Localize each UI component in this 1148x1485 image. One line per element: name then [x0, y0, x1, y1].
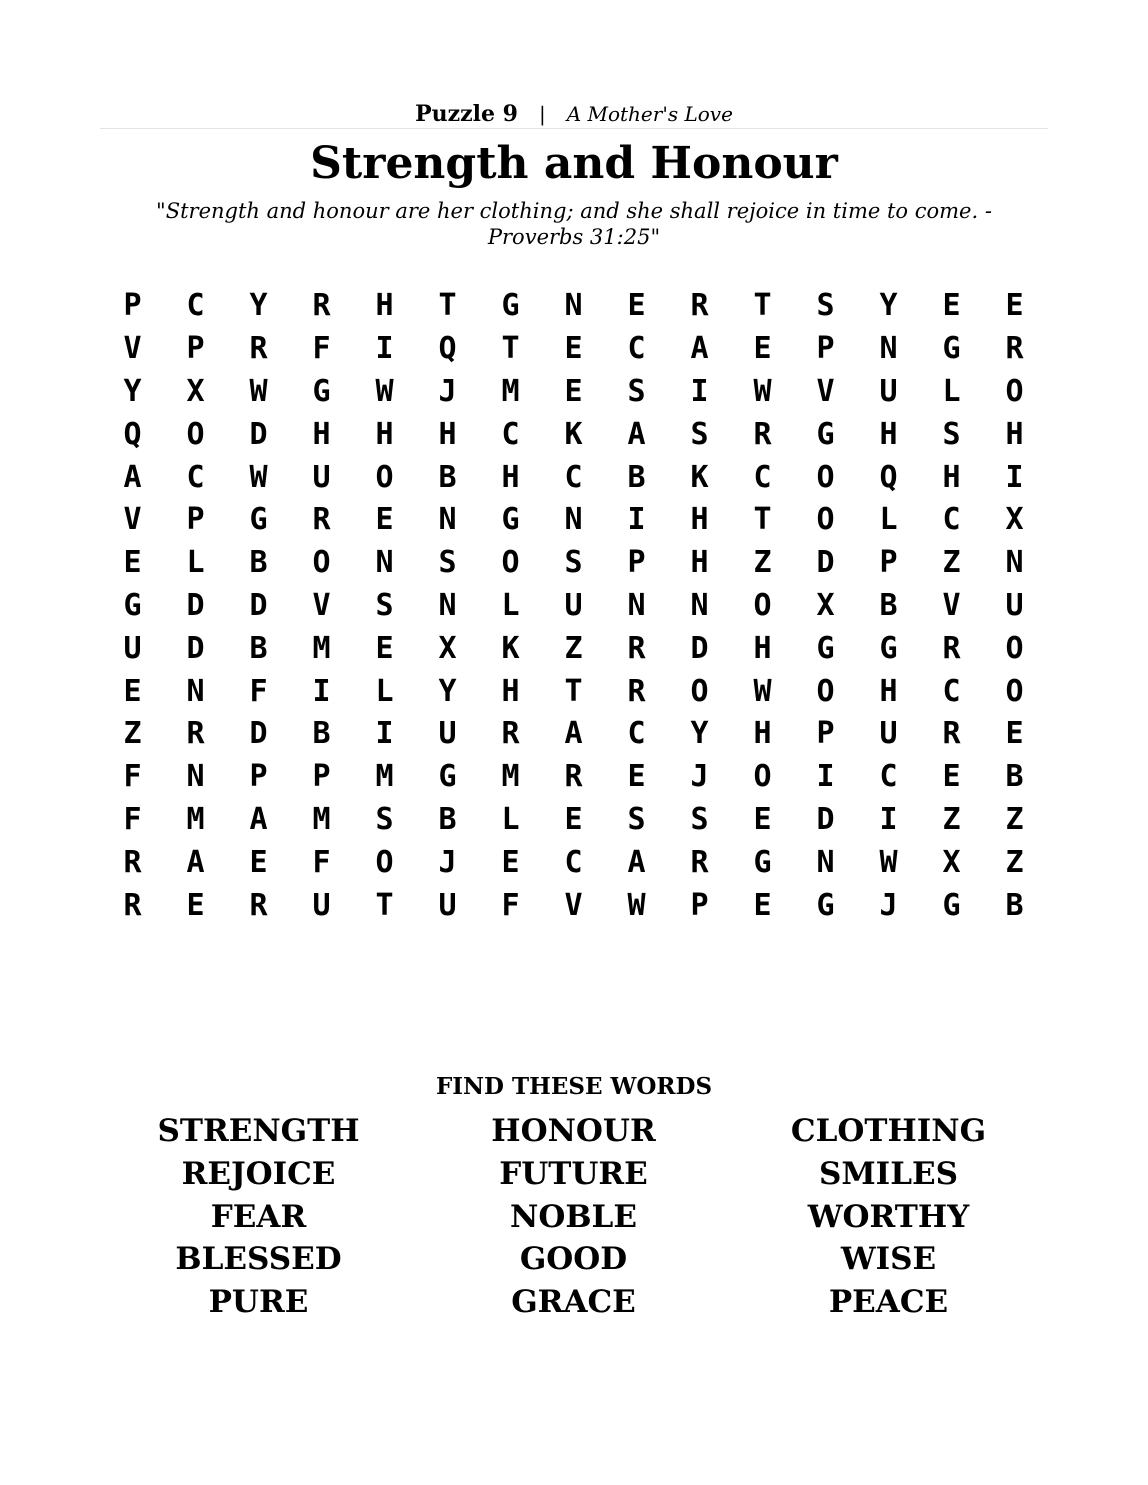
word-item: NOBLE: [510, 1198, 637, 1235]
grid-cell[interactable]: Y: [879, 288, 898, 324]
grid-cell[interactable]: S: [690, 801, 709, 837]
grid-cell[interactable]: R: [942, 630, 961, 666]
grid-cell[interactable]: T: [753, 288, 772, 324]
grid-cell[interactable]: E: [123, 545, 142, 581]
grid-cell[interactable]: P: [186, 502, 205, 538]
header-separator: |: [538, 102, 546, 126]
letter-grid: [101, 285, 1046, 927]
grid-cell[interactable]: G: [816, 416, 835, 452]
grid-cell[interactable]: N: [438, 587, 457, 623]
grid-cell[interactable]: U: [312, 887, 331, 923]
word-item: GOOD: [519, 1241, 628, 1278]
grid-cell[interactable]: A: [123, 459, 142, 495]
grid-cell[interactable]: V: [123, 331, 142, 367]
grid-cell[interactable]: F: [123, 759, 142, 795]
grid-cell[interactable]: G: [249, 502, 268, 538]
grid-row: [101, 627, 1046, 670]
grid-cell[interactable]: H: [312, 416, 331, 452]
grid-cell[interactable]: G: [753, 844, 772, 880]
grid-cell[interactable]: R: [249, 887, 268, 923]
puzzle-title: Strength and Honour: [310, 138, 838, 189]
grid-cell[interactable]: D: [249, 587, 268, 623]
word-item: FEAR: [210, 1198, 307, 1235]
grid-cell[interactable]: G: [312, 373, 331, 409]
grid-cell[interactable]: Z: [942, 545, 961, 581]
grid-cell[interactable]: R: [564, 759, 583, 795]
grid-row: [101, 841, 1046, 884]
grid-row: [101, 456, 1046, 499]
grid-cell[interactable]: R: [123, 844, 142, 880]
grid-cell[interactable]: L: [942, 373, 961, 409]
grid-cell[interactable]: N: [564, 288, 583, 324]
grid-cell[interactable]: R: [942, 716, 961, 752]
grid-cell[interactable]: S: [690, 416, 709, 452]
grid-cell[interactable]: H: [501, 673, 520, 709]
grid-cell[interactable]: I: [879, 801, 898, 837]
grid-cell[interactable]: P: [879, 545, 898, 581]
grid-cell[interactable]: Q: [123, 416, 142, 452]
grid-row: [101, 499, 1046, 542]
grid-cell[interactable]: M: [312, 801, 331, 837]
grid-cell[interactable]: S: [627, 801, 646, 837]
grid-cell[interactable]: S: [375, 801, 394, 837]
grid-cell[interactable]: L: [186, 545, 205, 581]
grid-cell[interactable]: W: [753, 673, 772, 709]
grid-cell[interactable]: R: [312, 288, 331, 324]
grid-cell[interactable]: A: [564, 716, 583, 752]
grid-cell[interactable]: T: [753, 502, 772, 538]
grid-cell[interactable]: D: [186, 630, 205, 666]
word-item: BLESSED: [175, 1241, 342, 1278]
grid-cell[interactable]: O: [690, 673, 709, 709]
grid-cell[interactable]: Z: [564, 630, 583, 666]
grid-cell[interactable]: R: [690, 288, 709, 324]
grid-cell[interactable]: T: [438, 288, 457, 324]
grid-cell[interactable]: Z: [942, 801, 961, 837]
grid-cell[interactable]: Z: [123, 716, 142, 752]
grid-cell[interactable]: H: [753, 716, 772, 752]
grid-cell[interactable]: S: [942, 416, 961, 452]
word-item: STRENGTH: [157, 1113, 360, 1149]
grid-cell[interactable]: V: [123, 502, 142, 538]
grid-cell[interactable]: G: [501, 502, 520, 538]
grid-cell[interactable]: R: [312, 502, 331, 538]
grid-cell[interactable]: X: [438, 630, 457, 666]
grid-cell[interactable]: P: [123, 288, 142, 324]
grid-cell[interactable]: D: [249, 716, 268, 752]
grid-cell[interactable]: D: [816, 545, 835, 581]
grid-cell[interactable]: F: [123, 801, 142, 837]
grid-cell[interactable]: X: [1005, 502, 1024, 538]
grid-cell[interactable]: E: [753, 887, 772, 923]
grid-cell[interactable]: U: [438, 887, 457, 923]
grid-cell[interactable]: P: [312, 759, 331, 795]
header-divider: [100, 128, 1048, 129]
grid-cell[interactable]: U: [879, 716, 898, 752]
grid-cell[interactable]: G: [501, 288, 520, 324]
grid-cell[interactable]: L: [501, 801, 520, 837]
grid-cell[interactable]: E: [123, 673, 142, 709]
grid-cell[interactable]: P: [690, 887, 709, 923]
grid-cell[interactable]: O: [1005, 630, 1024, 666]
grid-cell[interactable]: H: [942, 459, 961, 495]
grid-cell[interactable]: D: [816, 801, 835, 837]
grid-cell[interactable]: J: [879, 887, 898, 923]
grid-cell[interactable]: R: [627, 673, 646, 709]
grid-cell[interactable]: D: [186, 587, 205, 623]
grid-cell[interactable]: B: [627, 459, 646, 495]
grid-cell[interactable]: R: [690, 844, 709, 880]
grid-cell[interactable]: F: [312, 844, 331, 880]
grid-cell[interactable]: Y: [690, 716, 709, 752]
grid-cell[interactable]: B: [1005, 759, 1024, 795]
grid-cell[interactable]: E: [564, 373, 583, 409]
grid-cell[interactable]: O: [375, 459, 394, 495]
grid-cell[interactable]: E: [627, 288, 646, 324]
grid-row: [101, 371, 1046, 414]
verse-line-2: Proverbs 31:25": [487, 225, 661, 249]
grid-cell[interactable]: H: [501, 459, 520, 495]
grid-cell[interactable]: B: [438, 459, 457, 495]
book-title: A Mother's Love: [566, 102, 733, 126]
grid-row: [101, 713, 1046, 756]
grid-cell[interactable]: P: [816, 331, 835, 367]
grid-cell[interactable]: C: [186, 288, 205, 324]
grid-cell[interactable]: O: [816, 502, 835, 538]
grid-cell[interactable]: N: [564, 502, 583, 538]
grid-cell[interactable]: E: [942, 288, 961, 324]
grid-cell[interactable]: A: [249, 801, 268, 837]
verse-quote: [110, 198, 1038, 250]
grid-cell[interactable]: K: [501, 630, 520, 666]
grid-cell[interactable]: B: [249, 630, 268, 666]
grid-cell[interactable]: H: [690, 502, 709, 538]
grid-cell[interactable]: F: [312, 331, 331, 367]
grid-cell[interactable]: Z: [1005, 844, 1024, 880]
grid-cell[interactable]: O: [816, 673, 835, 709]
grid-cell[interactable]: V: [942, 587, 961, 623]
grid-cell[interactable]: S: [438, 545, 457, 581]
grid-cell[interactable]: W: [375, 373, 394, 409]
grid-cell[interactable]: C: [564, 844, 583, 880]
grid-cell[interactable]: N: [816, 844, 835, 880]
grid-cell[interactable]: O: [375, 844, 394, 880]
grid-cell[interactable]: Q: [879, 459, 898, 495]
grid-row: [101, 542, 1046, 585]
grid-cell[interactable]: J: [438, 373, 457, 409]
grid-row: [101, 799, 1046, 842]
grid-cell[interactable]: I: [375, 716, 394, 752]
word-list: [101, 1110, 1046, 1324]
grid-cell[interactable]: H: [375, 416, 394, 452]
grid-cell[interactable]: C: [942, 673, 961, 709]
grid-cell[interactable]: U: [123, 630, 142, 666]
grid-row: [101, 328, 1046, 371]
grid-cell[interactable]: M: [501, 373, 520, 409]
grid-cell[interactable]: E: [186, 887, 205, 923]
grid-cell[interactable]: C: [627, 331, 646, 367]
find-words-heading: FIND THESE WORDS: [435, 1073, 713, 1100]
grid-cell[interactable]: F: [249, 673, 268, 709]
grid-cell[interactable]: N: [186, 673, 205, 709]
grid-cell[interactable]: O: [186, 416, 205, 452]
grid-cell[interactable]: N: [627, 587, 646, 623]
grid-cell[interactable]: S: [816, 288, 835, 324]
grid-cell[interactable]: O: [1005, 673, 1024, 709]
grid-cell[interactable]: L: [501, 587, 520, 623]
grid-cell[interactable]: G: [942, 887, 961, 923]
grid-cell[interactable]: P: [816, 716, 835, 752]
grid-cell[interactable]: W: [627, 887, 646, 923]
grid-cell[interactable]: N: [690, 587, 709, 623]
grid-cell[interactable]: G: [816, 887, 835, 923]
grid-cell[interactable]: B: [438, 801, 457, 837]
grid-cell[interactable]: V: [564, 887, 583, 923]
grid-row: [101, 413, 1046, 456]
grid-cell[interactable]: B: [312, 716, 331, 752]
grid-cell[interactable]: S: [375, 587, 394, 623]
grid-cell[interactable]: H: [1005, 416, 1024, 452]
grid-cell[interactable]: C: [753, 459, 772, 495]
grid-cell[interactable]: R: [123, 887, 142, 923]
grid-cell[interactable]: N: [879, 331, 898, 367]
grid-cell[interactable]: Z: [753, 545, 772, 581]
grid-cell[interactable]: O: [753, 587, 772, 623]
grid-row: [101, 756, 1046, 799]
grid-cell[interactable]: E: [375, 630, 394, 666]
grid-cell[interactable]: S: [564, 545, 583, 581]
grid-cell[interactable]: K: [690, 459, 709, 495]
grid-cell[interactable]: E: [753, 801, 772, 837]
grid-cell[interactable]: C: [942, 502, 961, 538]
word-item: WISE: [840, 1241, 937, 1278]
grid-cell[interactable]: E: [249, 844, 268, 880]
grid-cell[interactable]: L: [375, 673, 394, 709]
grid-cell[interactable]: A: [690, 331, 709, 367]
word-item: WORTHY: [807, 1198, 970, 1235]
grid-cell[interactable]: M: [501, 759, 520, 795]
grid-cell[interactable]: Y: [249, 288, 268, 324]
grid-cell[interactable]: C: [501, 416, 520, 452]
grid-cell[interactable]: P: [627, 545, 646, 581]
grid-cell[interactable]: H: [438, 416, 457, 452]
grid-cell[interactable]: R: [501, 716, 520, 752]
word-item: FUTURE: [499, 1155, 648, 1192]
grid-cell[interactable]: U: [438, 716, 457, 752]
grid-cell[interactable]: R: [249, 331, 268, 367]
word-item: GRACE: [511, 1284, 636, 1321]
grid-cell[interactable]: I: [816, 759, 835, 795]
grid-row: [101, 585, 1046, 628]
grid-cell[interactable]: D: [690, 630, 709, 666]
grid-cell[interactable]: W: [753, 373, 772, 409]
grid-cell[interactable]: B: [249, 545, 268, 581]
grid-cell[interactable]: L: [879, 502, 898, 538]
word-item: PURE: [208, 1284, 309, 1321]
grid-cell[interactable]: H: [375, 288, 394, 324]
grid-cell[interactable]: U: [312, 459, 331, 495]
grid-row: [101, 670, 1046, 713]
grid-cell[interactable]: U: [879, 373, 898, 409]
grid-cell[interactable]: M: [375, 759, 394, 795]
word-item: PEACE: [828, 1284, 949, 1321]
grid-cell[interactable]: E: [942, 759, 961, 795]
grid-cell[interactable]: K: [564, 416, 583, 452]
grid-cell[interactable]: U: [564, 587, 583, 623]
grid-cell[interactable]: X: [816, 587, 835, 623]
grid-cell[interactable]: U: [1005, 587, 1024, 623]
grid-cell[interactable]: E: [564, 331, 583, 367]
grid-cell[interactable]: H: [879, 673, 898, 709]
grid-cell[interactable]: A: [627, 416, 646, 452]
grid-cell[interactable]: T: [501, 331, 520, 367]
grid-cell[interactable]: J: [438, 844, 457, 880]
grid-cell[interactable]: O: [501, 545, 520, 581]
grid-cell[interactable]: E: [627, 759, 646, 795]
word-item: CLOTHING: [790, 1113, 987, 1149]
puzzle-header: [0, 100, 1148, 129]
grid-cell[interactable]: A: [627, 844, 646, 880]
grid-cell[interactable]: E: [1005, 716, 1024, 752]
grid-cell[interactable]: Y: [438, 673, 457, 709]
grid-cell[interactable]: C: [186, 459, 205, 495]
grid-cell[interactable]: G: [816, 630, 835, 666]
grid-cell[interactable]: Q: [438, 331, 457, 367]
grid-cell[interactable]: T: [564, 673, 583, 709]
grid-cell[interactable]: M: [312, 630, 331, 666]
grid-cell[interactable]: X: [942, 844, 961, 880]
grid-cell[interactable]: V: [312, 587, 331, 623]
grid-cell[interactable]: N: [375, 545, 394, 581]
grid-cell[interactable]: H: [690, 545, 709, 581]
grid-cell[interactable]: G: [438, 759, 457, 795]
grid-cell[interactable]: E: [1005, 288, 1024, 324]
grid-cell[interactable]: Z: [1005, 801, 1024, 837]
grid-cell[interactable]: O: [312, 545, 331, 581]
grid-row: [101, 285, 1046, 328]
grid-cell[interactable]: M: [186, 801, 205, 837]
grid-cell[interactable]: N: [186, 759, 205, 795]
grid-cell[interactable]: E: [564, 801, 583, 837]
grid-cell[interactable]: V: [816, 373, 835, 409]
grid-cell[interactable]: P: [249, 759, 268, 795]
grid-cell[interactable]: I: [690, 373, 709, 409]
grid-cell[interactable]: I: [1005, 459, 1024, 495]
grid-cell[interactable]: I: [375, 331, 394, 367]
grid-row: [101, 884, 1046, 927]
puzzle-number: Puzzle 9: [415, 101, 518, 127]
grid-cell[interactable]: O: [1005, 373, 1024, 409]
grid-cell[interactable]: G: [942, 331, 961, 367]
grid-cell[interactable]: R: [753, 416, 772, 452]
grid-cell[interactable]: R: [186, 716, 205, 752]
grid-cell[interactable]: X: [186, 373, 205, 409]
grid-cell[interactable]: Y: [123, 373, 142, 409]
grid-cell[interactable]: C: [627, 716, 646, 752]
grid-cell[interactable]: O: [753, 759, 772, 795]
grid-cell[interactable]: E: [375, 502, 394, 538]
word-item: SMILES: [818, 1155, 958, 1192]
grid-cell[interactable]: I: [627, 502, 646, 538]
grid-cell[interactable]: B: [879, 587, 898, 623]
grid-cell[interactable]: W: [249, 459, 268, 495]
grid-cell[interactable]: D: [249, 416, 268, 452]
grid-cell[interactable]: S: [627, 373, 646, 409]
grid-cell[interactable]: T: [375, 887, 394, 923]
grid-cell[interactable]: N: [438, 502, 457, 538]
grid-cell[interactable]: C: [879, 759, 898, 795]
grid-cell[interactable]: R: [1005, 331, 1024, 367]
grid-cell[interactable]: H: [753, 630, 772, 666]
grid-cell[interactable]: R: [627, 630, 646, 666]
grid-cell[interactable]: I: [312, 673, 331, 709]
grid-cell[interactable]: B: [1005, 887, 1024, 923]
grid-cell[interactable]: E: [501, 844, 520, 880]
grid-cell[interactable]: C: [564, 459, 583, 495]
grid-cell[interactable]: G: [879, 630, 898, 666]
grid-cell[interactable]: J: [690, 759, 709, 795]
grid-cell[interactable]: P: [186, 331, 205, 367]
grid-cell[interactable]: F: [501, 887, 520, 923]
grid-cell[interactable]: W: [249, 373, 268, 409]
grid-cell[interactable]: G: [123, 587, 142, 623]
verse-line-1: "Strength and honour are her clothing; and she shall rejoice in time to come. -: [156, 199, 992, 223]
grid-cell[interactable]: O: [816, 459, 835, 495]
grid-cell[interactable]: E: [753, 331, 772, 367]
grid-cell[interactable]: H: [879, 416, 898, 452]
grid-cell[interactable]: N: [1005, 545, 1024, 581]
grid-cell[interactable]: W: [879, 844, 898, 880]
grid-cell[interactable]: A: [186, 844, 205, 880]
word-item: REJOICE: [181, 1155, 336, 1192]
word-item: HONOUR: [491, 1113, 656, 1149]
